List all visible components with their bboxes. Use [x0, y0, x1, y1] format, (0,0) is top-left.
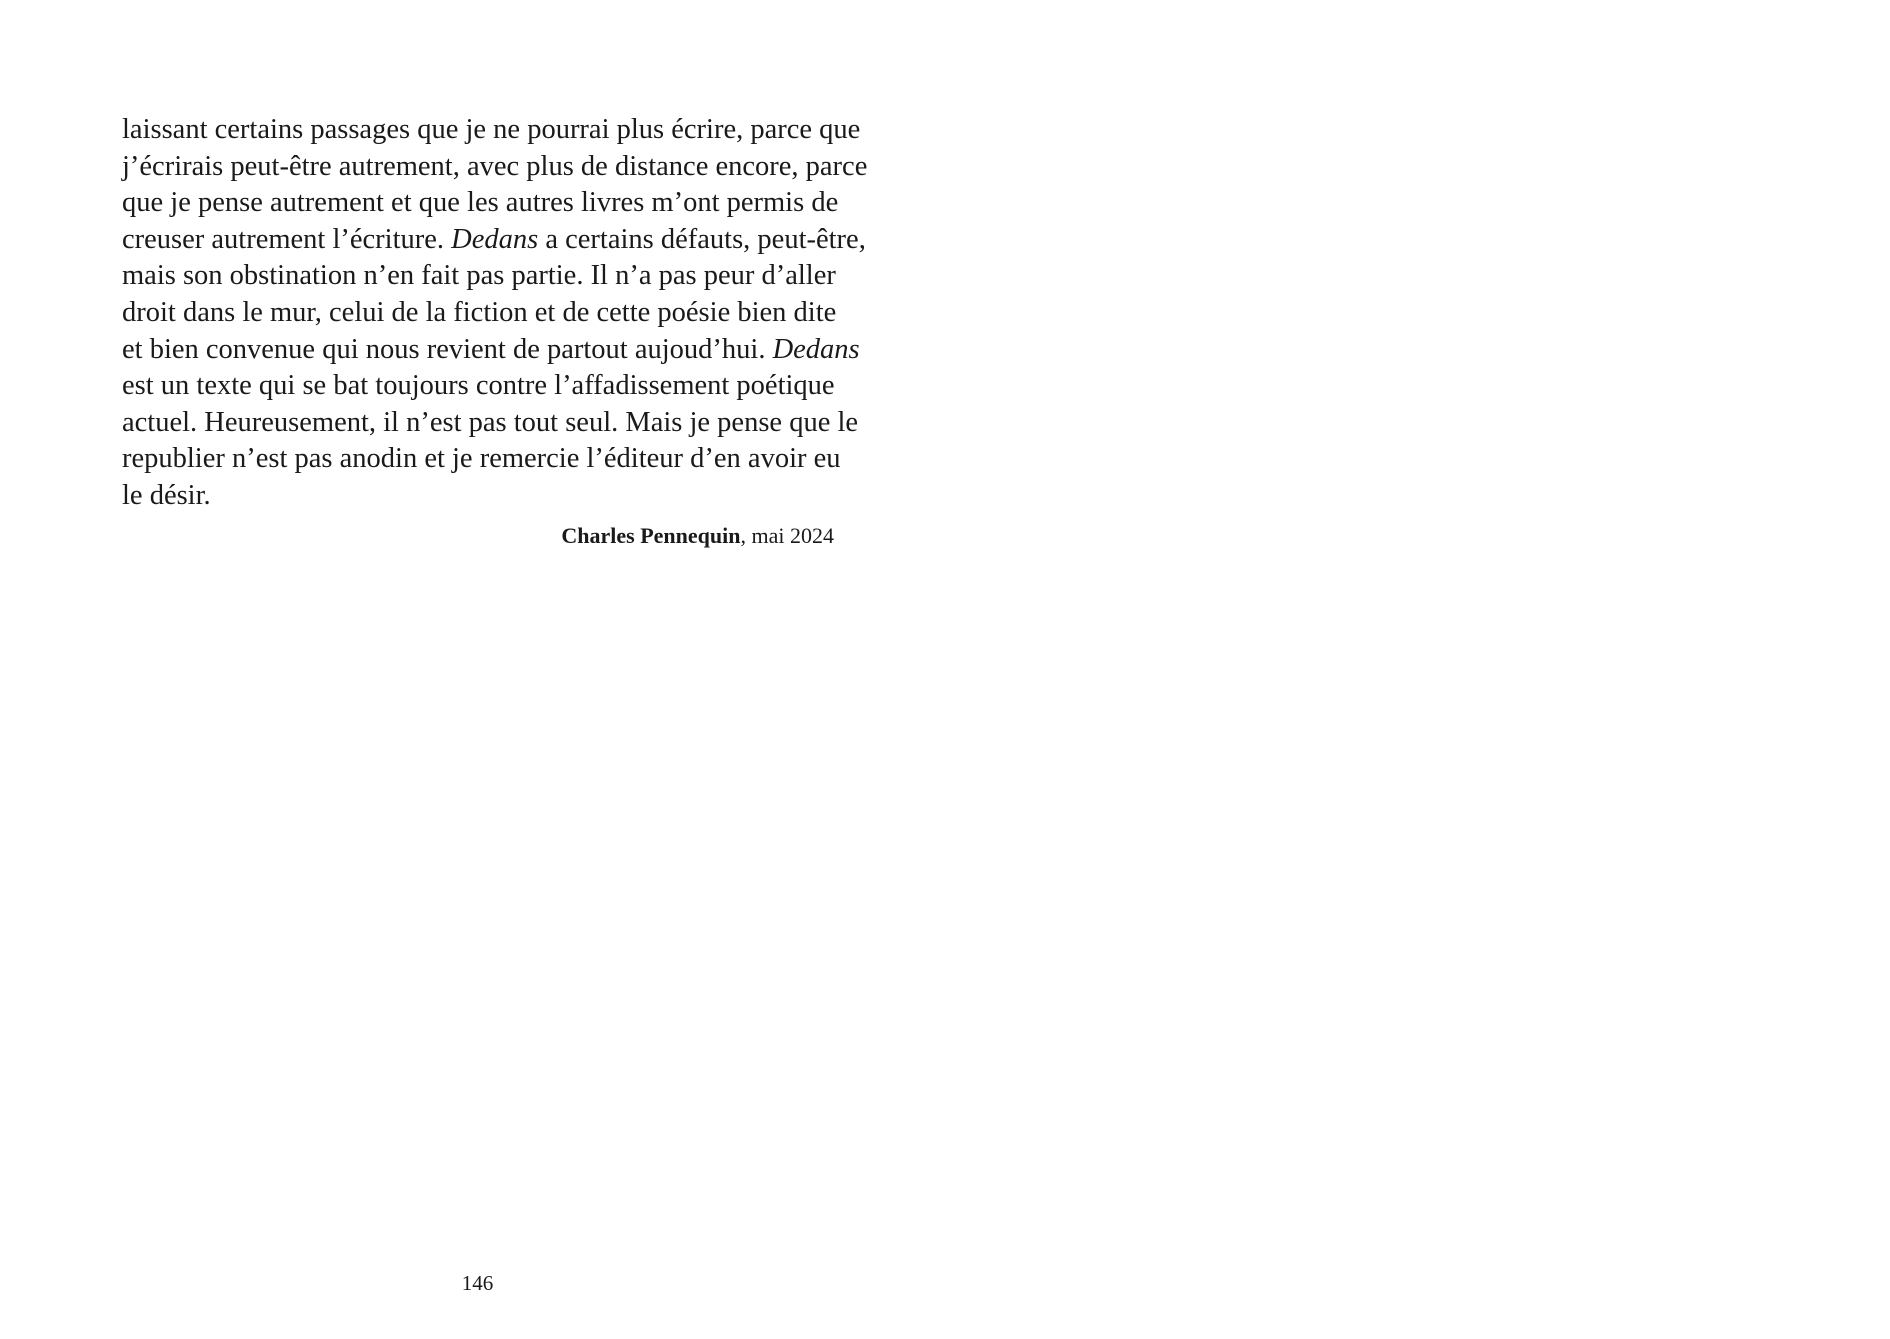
body-paragraph [122, 112, 868, 515]
text-line-9: actuel. Heureusement, il n’est pas tout seul. Mais je pense que le [122, 406, 859, 438]
text-line-11: le désir. [122, 479, 211, 511]
text-line-6: droit dans le mur, celui de la fiction et de cette poésie bien dite [122, 296, 837, 328]
right-page-blank [945, 0, 1890, 1339]
text-line-3: que je pense autrement et que les autres livres m’ont permis de [122, 187, 839, 219]
signature [122, 521, 834, 551]
text-line-5: mais son obstination n’en fait pas partie. Il n’a pas peur d’aller [122, 260, 836, 292]
signature-date: , mai 2024 [740, 523, 834, 548]
page-number: 146 [461, 1271, 494, 1295]
signature-author: Charles Pennequin [561, 523, 741, 548]
text-line-7: et bien convenue qui nous revient de partout aujoud’hui. Dedans [122, 333, 860, 365]
text-line-4: creuser autrement l’écriture. Dedans a certains défauts, peut-être, [122, 223, 866, 255]
text-line-2: j’écrirais peut-être autrement, avec plus de distance encore, parce [122, 150, 868, 182]
book-title-italic: Dedans [451, 223, 539, 255]
text-line-1: laissant certains passages que je ne pourrai plus écrire, parce que [122, 114, 861, 145]
text-line-8: est un texte qui se bat toujours contre l’affadissement poétique [122, 370, 835, 402]
text-line-10: republier n’est pas anodin et je remercie l’éditeur d’en avoir eu [122, 443, 841, 475]
book-title-italic: Dedans [772, 333, 860, 365]
